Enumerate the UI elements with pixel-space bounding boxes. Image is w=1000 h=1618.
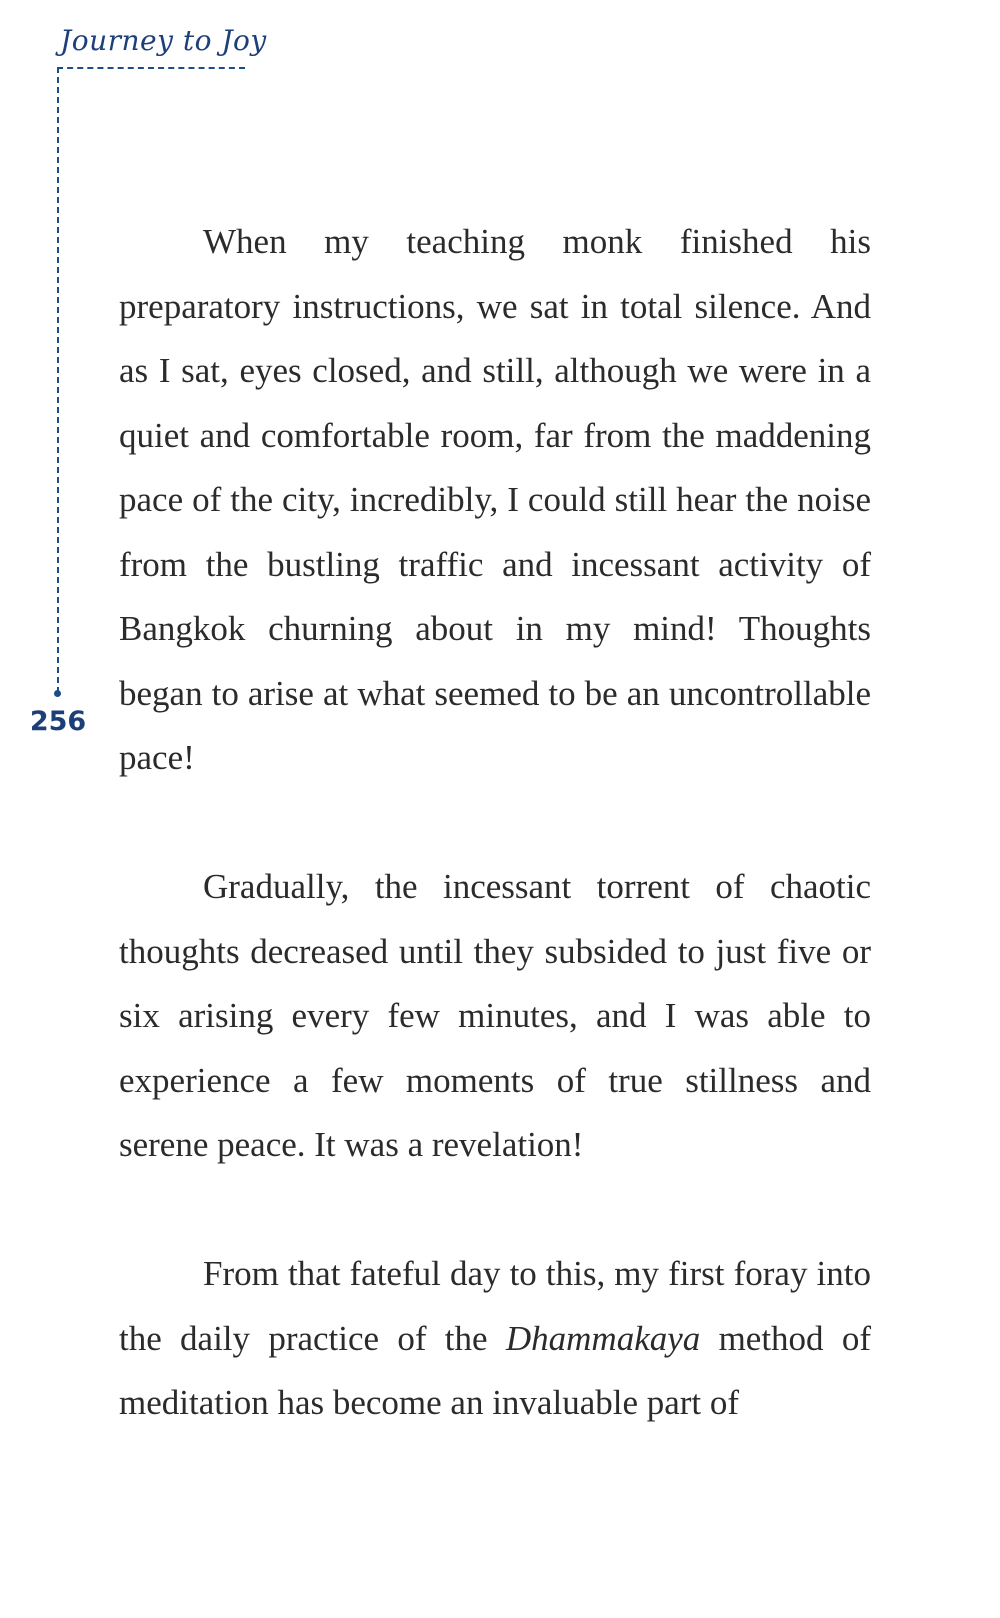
paragraph-1: When my teaching monk finished his preparatory instructions, we sat in total silence. And as I sat, eyes closed, and still, although we were in a quiet and comfortable room, far from the maddening pace of the city, incredibly, I could still hear the noise from the bustling traffic and incessant activity of Bangkok churning about in my mind! Thoughts began to arise at what seemed to be an uncontrollable pace! <box>119 222 871 777</box>
paragraph-3-start: From that fateful day to this, my first foray into the daily practice of the <box>119 1254 871 1358</box>
paragraph-3 <box>119 1242 871 1436</box>
body-text <box>119 210 871 1436</box>
emphasis-dhammakaya: Dhammakaya <box>505 1318 701 1358</box>
running-head-rule-horizontal <box>57 67 245 69</box>
running-head: Journey to Joy <box>60 24 267 57</box>
margin-rule-vertical <box>57 67 59 693</box>
paragraph-3-end: method of meditation has become an invaluable part of <box>119 1318 872 1422</box>
paragraph-2: Gradually, the incessant torrent of chaotic thoughts decreased until they subsided to just five or six arising every few minutes, and I was able to experience a few moments of true stillness and serene peace. It was a revelation! <box>119 867 871 1164</box>
margin-rule-dot <box>54 690 61 697</box>
page-number: 256 <box>29 706 87 737</box>
